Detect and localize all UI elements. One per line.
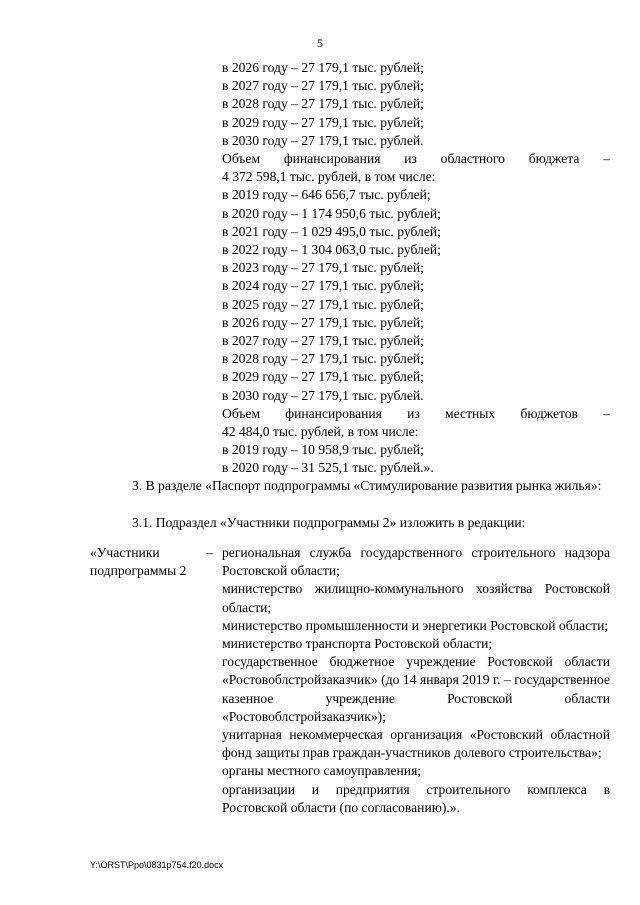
regional-line: в 2025 году – 27 179,1 тыс. рублей; <box>222 296 424 312</box>
section-3-1-paragraph: 3.1. Подраздел «Участники подпрограммы 2» изложить в редакции: <box>132 515 526 530</box>
regional-budget-total: 4 372 598,1 тыс. рублей, в том числе: <box>222 169 436 185</box>
local-line: в 2019 году – 10 958,9 тыс. рублей; <box>222 442 424 458</box>
participant-item: органы местного самоуправления; <box>222 763 422 779</box>
regional-line: в 2024 году – 27 179,1 тыс. рублей; <box>222 278 424 294</box>
section-3-paragraph: 3. В разделе «Паспорт подпрограммы «Стимулирование развития рынка жилья»: <box>132 478 602 493</box>
regional-line: в 2023 году – 27 179,1 тыс. рублей; <box>222 260 424 276</box>
funding-line: в 2029 году – 27 179,1 тыс. рублей; <box>222 114 424 130</box>
funding-block <box>222 59 610 478</box>
participant-item: министерство транспорта Ростовской области; <box>222 636 493 652</box>
local-budget-total: 42 484,0 тыс. рублей, в том числе: <box>222 424 419 440</box>
regional-line: в 2029 году – 27 179,1 тыс. рублей; <box>222 369 424 385</box>
regional-line: в 2028 году – 27 179,1 тыс. рублей; <box>222 351 424 367</box>
regional-budget-header: Объем финансирования из областного бюджета – <box>222 151 610 167</box>
funding-line: в 2026 году – 27 179,1 тыс. рублей; <box>222 60 424 75</box>
participant-item: организации и предприятия строительного комплекса в Ростовской области (по согласованию).». <box>222 781 610 815</box>
participant-item: государственное бюджетное учреждение Ростовской области «Ростовоблстройзаказчик» (до 14 января 2019 г. – государственное казенное учреждение Ростовской области «Ростовоблстройзаказчик»); <box>222 654 610 724</box>
funding-line: в 2030 году – 27 179,1 тыс. рублей. <box>222 132 424 148</box>
local-line: в 2020 году – 31 525,1 тыс. рублей.». <box>222 460 434 476</box>
regional-line: в 2019 году – 646 656,7 тыс. рублей; <box>222 187 431 203</box>
participants-dash: – <box>206 545 213 560</box>
participants-label-line: подпрограммы 2 <box>90 563 187 579</box>
participant-item: унитарная некоммерческая организация «Ростовский областной фонд защиты прав граждан-участников долевого строительства»; <box>222 727 610 761</box>
participant-item: министерство промышленности и энергетики Ростовской области; <box>222 617 609 633</box>
regional-line: в 2026 году – 27 179,1 тыс. рублей; <box>222 314 424 330</box>
funding-line: в 2027 году – 27 179,1 тыс. рублей; <box>222 78 424 94</box>
regional-line: в 2022 году – 1 304 063,0 тыс. рублей; <box>222 242 441 258</box>
participants-list <box>222 544 610 817</box>
participants-label <box>90 544 200 580</box>
local-budget-header: Объем финансирования из местных бюджетов – <box>222 405 610 421</box>
page-number: 5 <box>317 36 323 50</box>
regional-line: в 2020 году – 1 174 950,6 тыс. рублей; <box>222 205 441 221</box>
participant-item: региональная служба государственного строительного надзора Ростовской области; <box>222 545 610 579</box>
regional-line: в 2021 году – 1 029 495,0 тыс. рублей; <box>222 223 441 239</box>
funding-line: в 2028 году – 27 179,1 тыс. рублей; <box>222 96 424 112</box>
regional-line: в 2030 году – 27 179,1 тыс. рублей. <box>222 387 424 403</box>
participant-item: министерство жилищно-коммунального хозяйства Ростовской области; <box>222 581 610 615</box>
participants-label-line: «Участники <box>90 545 160 560</box>
regional-line: в 2027 году – 27 179,1 тыс. рублей; <box>222 333 424 349</box>
footer-file-path: Y:\ORST\Ppo\0831p754.f20.docx <box>90 860 224 870</box>
